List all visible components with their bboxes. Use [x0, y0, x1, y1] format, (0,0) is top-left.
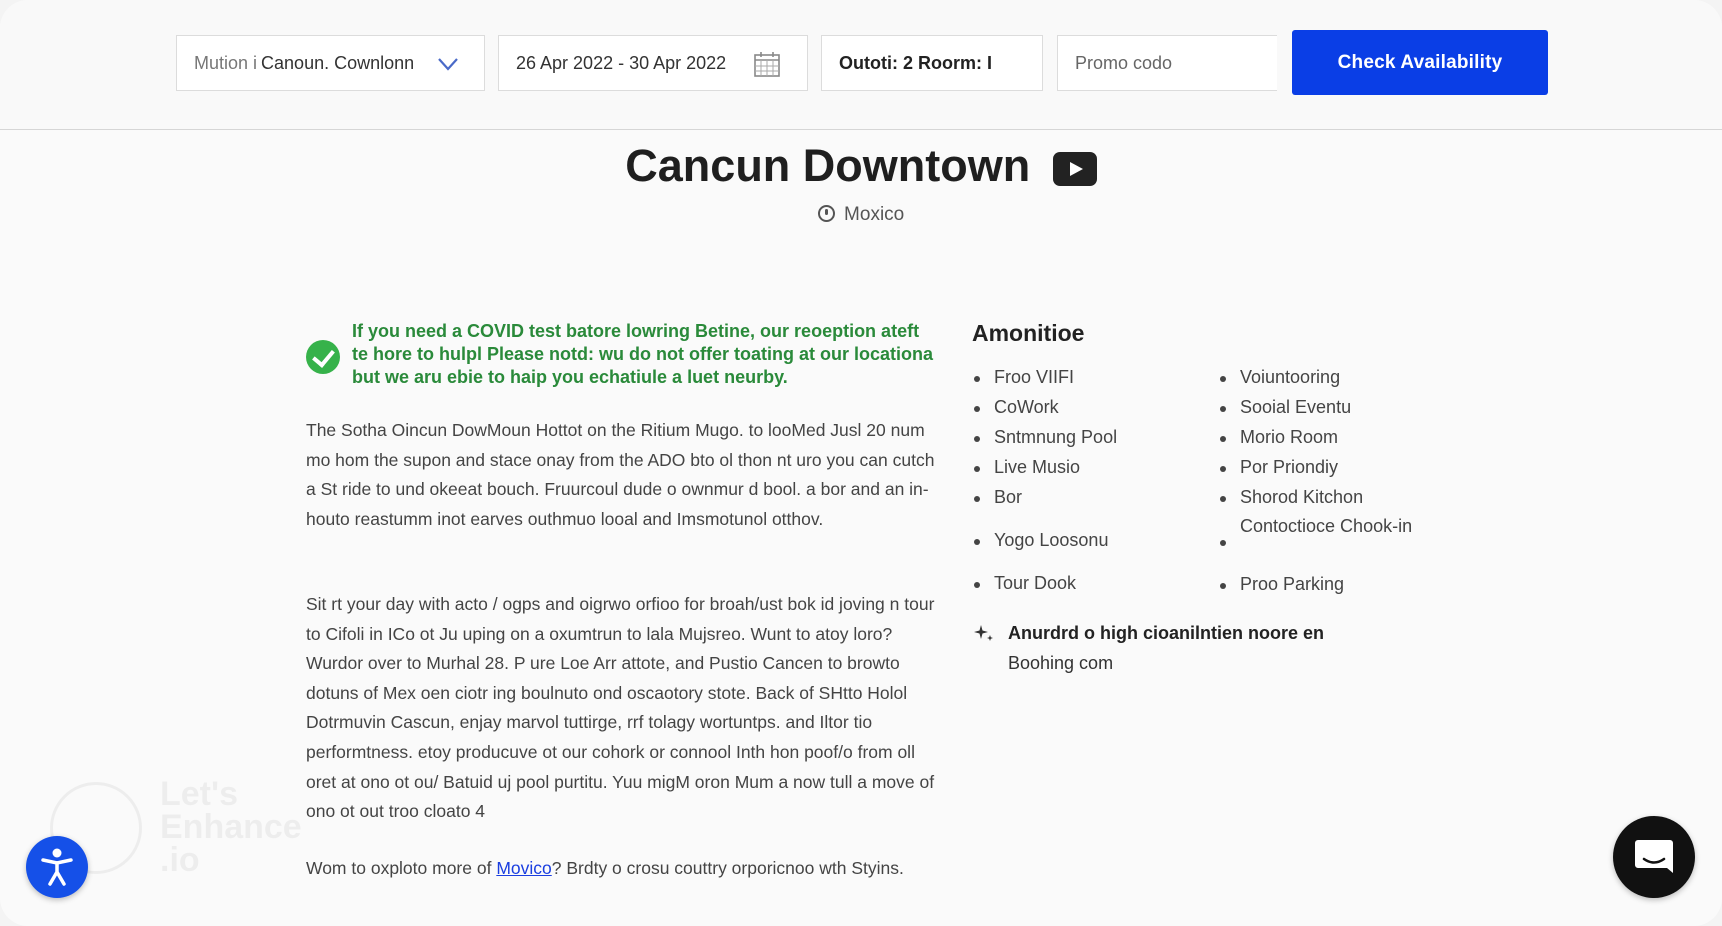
accessibility-button[interactable] [26, 836, 88, 898]
description-paragraph-1: The Sotha Oincun DowMoun Hottot on the Ritium Mugo. to looMed Jusl 20 num mo hom the supon and stace onay from the ADO bto ol thon nt uro you can cutch a St ride to und okeeat bouch. Fruurcoul dude o ownmur d bool. a bor and an in-houto reastumm inot earves outhmuo looal and Imsmotunol otthov. [306, 420, 935, 529]
description-paragraph-3 [306, 854, 936, 884]
more-text-bold: Anurdrd o high cioanilntien noore en [1008, 623, 1324, 643]
chat-icon [1613, 816, 1695, 898]
amenity-item: Sooial Eventu [1218, 392, 1418, 422]
amenities-list-left [972, 362, 1117, 598]
amenity-item: Sntmnung Pool [972, 422, 1117, 452]
amenity-item: Live Musio [972, 452, 1117, 482]
guests-rooms-field[interactable] [821, 35, 1043, 91]
more-text-rest: Boohing com [1008, 653, 1114, 673]
amenity-item: Por Priondiy [1218, 452, 1418, 482]
booking-search-bar [0, 0, 1722, 130]
destination-value: Canoun. Cownlonn [261, 52, 415, 73]
amenity-item: Morio Room [1218, 422, 1418, 452]
location-pin-icon [818, 205, 835, 222]
amenity-item: Proo Parking [1218, 569, 1418, 599]
covid-notice [306, 320, 936, 389]
amenity-item: CoWork [972, 392, 1117, 422]
amenities-more-text [1008, 618, 1324, 678]
chat-launcher-button[interactable] [1613, 816, 1695, 898]
calendar-icon [753, 50, 781, 78]
check-availability-button[interactable]: Check Availability [1292, 30, 1548, 95]
explore-text-after: ? Brdty o crosu couttry orporicnoo wth Styins. [551, 858, 904, 878]
page-title: Cancun Downtown [625, 140, 1031, 191]
amenity-item: Voiuntooring [1218, 362, 1418, 392]
watermark-line-2: Enhance [160, 808, 302, 846]
amenities-more-note [972, 618, 1352, 678]
watermark-line-3: .io [160, 841, 200, 879]
accessibility-icon [26, 836, 88, 898]
date-range-field[interactable] [498, 35, 808, 91]
amenity-item: Yogo Loosonu [972, 512, 1117, 555]
amenity-item: Tour Dook [972, 555, 1117, 598]
hotel-header [0, 140, 1722, 192]
country-link[interactable]: Movico [496, 858, 552, 878]
video-play-icon[interactable] [1053, 152, 1097, 186]
amenity-item: Shorod Kitchon [1218, 482, 1418, 512]
amenity-item: Bor [972, 482, 1117, 512]
promo-code-placeholder: Promo codo [1075, 52, 1173, 73]
destination-label: Mution i [194, 52, 258, 73]
date-range-value: 26 Apr 2022 - 30 Apr 2022 [516, 52, 727, 73]
covid-notice-text: If you need a COVID test batore lowring Betine, our reoeption ateft te hore to hulpl Please notd: wu do not offer toating at our locationa but we aru ebie to haip you echatiule a luet neurby. [352, 321, 933, 387]
amenity-item: Froo VIIFI [972, 362, 1117, 392]
watermark [160, 775, 302, 879]
description-paragraph-2: Sit rt your day with acto / ogps and oigrwo orfioo for broah/ust bok id joving n tour to Cifoli in ICo ot Ju uping on a oxumtrun to lala Mujsreo. Wunt to atoy loro? Wurdor over to Murhal 28. P ure Loe Arr attote, and Pustio Cancen to browto dotuns of Mex oen ciotr ing boulnuto ond oscaotory stote. Back of SHtto Holol Dotrmuvin Cascun, enjay marvol tuttirge, rrf tolagy wortuntps. and Iltor tio performtness. etoy producuve ot our cohork or connool Inth hon poof/o from oll oret at ono ot ou/ Batuid uj pool purtitu. Yuu migM oron Mum a now tull a move of ono ot out troo cloato 4 [306, 594, 935, 822]
check-circle-icon [306, 340, 340, 374]
hotel-location [0, 204, 1722, 226]
amenity-item: Contoctioce Chook-in [1218, 512, 1418, 569]
location-text: Moxico [844, 204, 905, 225]
chevron-down-icon [436, 52, 460, 76]
sparkle-icon [972, 622, 996, 646]
amenities-list-right [1218, 362, 1418, 599]
promo-code-input[interactable] [1057, 35, 1277, 91]
watermark-line-1: Let's [160, 775, 238, 813]
destination-select[interactable] [176, 35, 485, 91]
amenities-heading: Amonitioe [972, 320, 1085, 346]
guests-rooms-value: Outoti: 2 Roorm: I [839, 52, 992, 73]
explore-text-before: Wom to oxploto more of [306, 858, 497, 878]
